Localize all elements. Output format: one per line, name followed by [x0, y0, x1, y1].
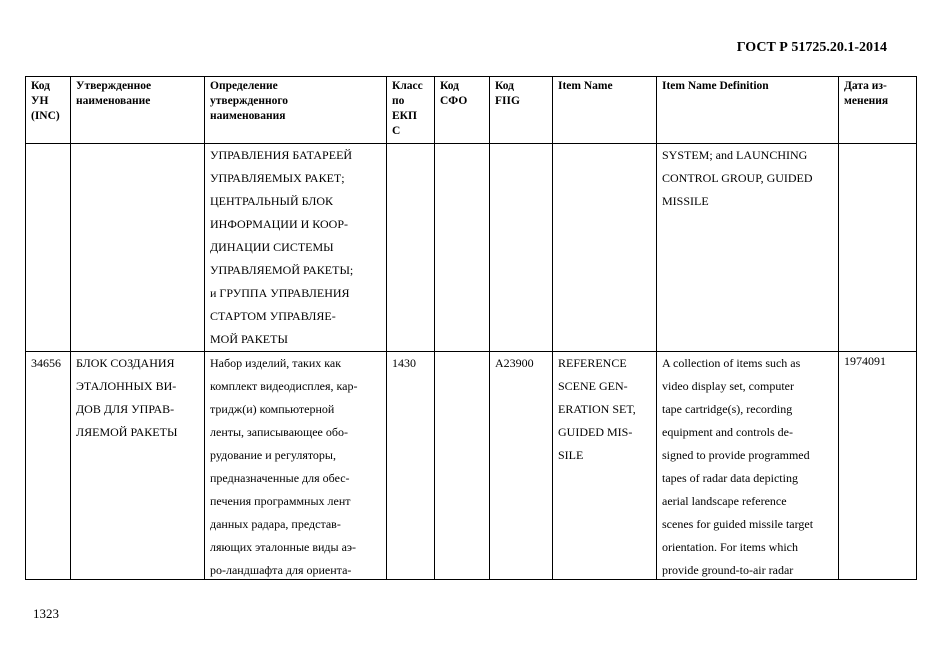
- cell-approved-name: [71, 144, 205, 352]
- header-approved-name-definition: Определение утвержденного наименования: [205, 77, 387, 144]
- cell-inc-code: [26, 144, 71, 352]
- table-header-row: [26, 77, 917, 144]
- header-item-name-definition: Item Name Definition: [657, 77, 839, 144]
- header-item-name: Item Name: [553, 77, 657, 144]
- cell-item-name-definition: SYSTEM; and LAUNCHING CONTROL GROUP, GUIDED MISSILE: [657, 144, 839, 352]
- cell-class: 1430: [387, 352, 435, 580]
- cell-sfo-code: [435, 352, 490, 580]
- cell-change-date: 1974091: [839, 352, 917, 580]
- cell-item-name-definition: A collection of items such as video display set, computer tape cartridge(s), recording equipment and controls de- signed to provide programmed tapes of radar data depicting aerial landscape reference scenes for guided missile target orientation. For items which provide ground-to-air radar: [657, 352, 839, 580]
- header-sfo-code: Код СФО: [435, 77, 490, 144]
- cell-item-name: REFERENCE SCENE GEN- ERATION SET, GUIDED MIS- SILE: [553, 352, 657, 580]
- header-approved-name: Утвержденное наименование: [71, 77, 205, 144]
- cell-item-name: [553, 144, 657, 352]
- table-row: [26, 352, 917, 580]
- cell-approved-name: БЛОК СОЗДАНИЯ ЭТАЛОННЫХ ВИ- ДОВ ДЛЯ УПРАВ- ЛЯЕМОЙ РАКЕТЫ: [71, 352, 205, 580]
- cell-fiig-code: [490, 144, 553, 352]
- catalog-table: [25, 76, 917, 580]
- header-class: Класс по ЕКП С: [387, 77, 435, 144]
- cell-change-date: [839, 144, 917, 352]
- header-fiig-code: Код FIIG: [490, 77, 553, 144]
- cell-inc-code: 34656: [26, 352, 71, 580]
- header-change-date: Дата из- менения: [839, 77, 917, 144]
- cell-class: [387, 144, 435, 352]
- header-inc-code: Код УН (INC): [26, 77, 71, 144]
- page-number: 1323: [33, 606, 59, 621]
- document-standard-code: ГОСТ Р 51725.20.1-2014: [736, 40, 887, 55]
- cell-fiig-code: A23900: [490, 352, 553, 580]
- cell-sfo-code: [435, 144, 490, 352]
- table-row: [26, 144, 917, 352]
- cell-definition-ru: УПРАВЛЕНИЯ БАТАРЕЕЙ УПРАВЛЯЕМЫХ РАКЕТ; ЦЕНТРАЛЬНЫЙ БЛОК ИНФОРМАЦИИ И КООР- ДИНАЦИИ СИСТЕМЫ УПРАВЛЯЕМОЙ РАКЕТЫ; и ГРУППА УПРАВЛЕНИЯ СТАРТОМ УПРАВЛЯЕ- МОЙ РАКЕТЫ: [205, 144, 387, 352]
- cell-definition-ru: Набор изделий, таких как комплект видеодисплея, кар- тридж(и) компьютерной ленты, записывающее обо- рудование и регуляторы, предназначенные для обес- печения программных лент данных радара, представ- ляющих эталонные виды аэ- ро-ландшафта для ориента-: [205, 352, 387, 580]
